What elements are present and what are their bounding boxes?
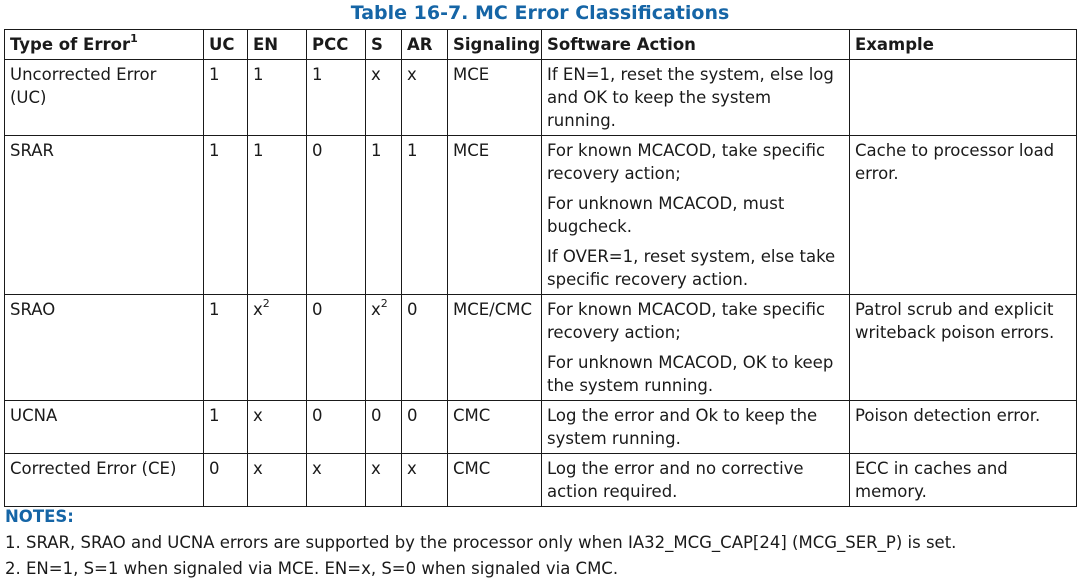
cell-signaling: MCE — [448, 136, 542, 295]
cell-type: SRAR — [5, 136, 204, 295]
cell-uc: 0 — [204, 454, 248, 507]
cell-signaling: CMC — [448, 401, 542, 454]
cell-s — [366, 136, 402, 295]
footnote-marker: 2 — [380, 297, 388, 310]
cell-action — [542, 401, 850, 454]
cell-type: SRAO — [5, 295, 204, 401]
cell-s — [366, 454, 402, 507]
note-item: 1. SRAR, SRAO and UCNA errors are supported by the processor only when IA32_MCG_CAP[24] (MCG_SER_P) is set. — [5, 533, 957, 552]
table-header-row — [5, 30, 1077, 60]
cell-action — [542, 295, 850, 401]
cell-value: 1 — [253, 141, 264, 160]
column-header-pcc: PCC — [307, 30, 366, 60]
software-action-paragraph: For unknown MCACOD, must bugcheck. — [547, 194, 785, 236]
cell-pcc: 0 — [307, 136, 366, 295]
mc-error-classifications-table — [4, 29, 1077, 507]
cell-en — [248, 454, 307, 507]
footnote-marker: 2 — [262, 297, 270, 310]
cell-uc: 1 — [204, 295, 248, 401]
cell-value: x — [253, 406, 263, 425]
cell-s — [366, 60, 402, 136]
table-row — [5, 401, 1077, 454]
notes-heading: NOTES: — [5, 507, 74, 526]
column-header-uc: UC — [204, 30, 248, 60]
cell-uc: 1 — [204, 136, 248, 295]
cell-ar: x — [402, 454, 448, 507]
column-header-en: EN — [248, 30, 307, 60]
software-action-paragraph: For known MCACOD, take specific recovery action; — [547, 141, 826, 183]
cell-signaling: MCE — [448, 60, 542, 136]
cell-pcc: 0 — [307, 401, 366, 454]
table-row — [5, 136, 1077, 295]
column-header-example: Example — [850, 30, 1077, 60]
cell-action — [542, 454, 850, 507]
cell-pcc: 0 — [307, 295, 366, 401]
cell-ar: 0 — [402, 295, 448, 401]
cell-ar: 1 — [402, 136, 448, 295]
cell-value: x — [371, 459, 381, 478]
footnote-marker: 1 — [130, 32, 138, 45]
table-row — [5, 295, 1077, 401]
cell-action — [542, 60, 850, 136]
cell-value: x — [371, 65, 381, 84]
cell-action — [542, 136, 850, 295]
cell-type: Uncorrected Error (UC) — [5, 60, 204, 136]
cell-value: 1 — [371, 141, 382, 160]
cell-example: Patrol scrub and explicit writeback poison errors. — [850, 295, 1077, 401]
cell-value: 0 — [371, 406, 382, 425]
software-action-paragraph: Log the error and no corrective action required. — [547, 459, 804, 501]
cell-ar: 0 — [402, 401, 448, 454]
cell-pcc: x — [307, 454, 366, 507]
cell-uc: 1 — [204, 60, 248, 136]
table-row — [5, 454, 1077, 507]
cell-ar: x — [402, 60, 448, 136]
cell-signaling: MCE/CMC — [448, 295, 542, 401]
software-action-paragraph: Log the error and Ok to keep the system running. — [547, 406, 818, 448]
software-action-paragraph: If OVER=1, reset system, else take specific recovery action. — [547, 247, 836, 289]
table-row — [5, 60, 1077, 136]
cell-value: x — [371, 300, 381, 319]
column-header-type-of-error: Type of Error$^1$ — [5, 30, 204, 60]
cell-pcc: 1 — [307, 60, 366, 136]
column-header-ar: AR — [402, 30, 448, 60]
note-item: 2. EN=1, S=1 when signaled via MCE. EN=x, S=0 when signaled via CMC. — [5, 559, 619, 578]
software-action-paragraph: For known MCACOD, take specific recovery action; — [547, 300, 826, 342]
cell-value: 1 — [253, 65, 264, 84]
table-title: Table 16-7. MC Error Classifications — [350, 2, 730, 24]
cell-s — [366, 295, 402, 401]
cell-en — [248, 401, 307, 454]
column-header-software-action: Software Action — [542, 30, 850, 60]
software-action-paragraph: For unknown MCACOD, OK to keep the system running. — [547, 353, 834, 395]
cell-example: Poison detection error. — [850, 401, 1077, 454]
cell-signaling: CMC — [448, 454, 542, 507]
cell-example — [850, 60, 1077, 136]
software-action-paragraph: If EN=1, reset the system, else log and OK to keep the system running. — [547, 65, 834, 130]
cell-s — [366, 401, 402, 454]
cell-en — [248, 136, 307, 295]
column-header-s: S — [366, 30, 402, 60]
cell-value: x — [253, 300, 263, 319]
cell-example: ECC in caches and memory. — [850, 454, 1077, 507]
column-header-signaling: Signaling — [448, 30, 542, 60]
cell-en — [248, 60, 307, 136]
cell-type: UCNA — [5, 401, 204, 454]
cell-en — [248, 295, 307, 401]
cell-uc: 1 — [204, 401, 248, 454]
cell-example: Cache to processor load error. — [850, 136, 1077, 295]
cell-value: x — [253, 459, 263, 478]
cell-type: Corrected Error (CE) — [5, 454, 204, 507]
